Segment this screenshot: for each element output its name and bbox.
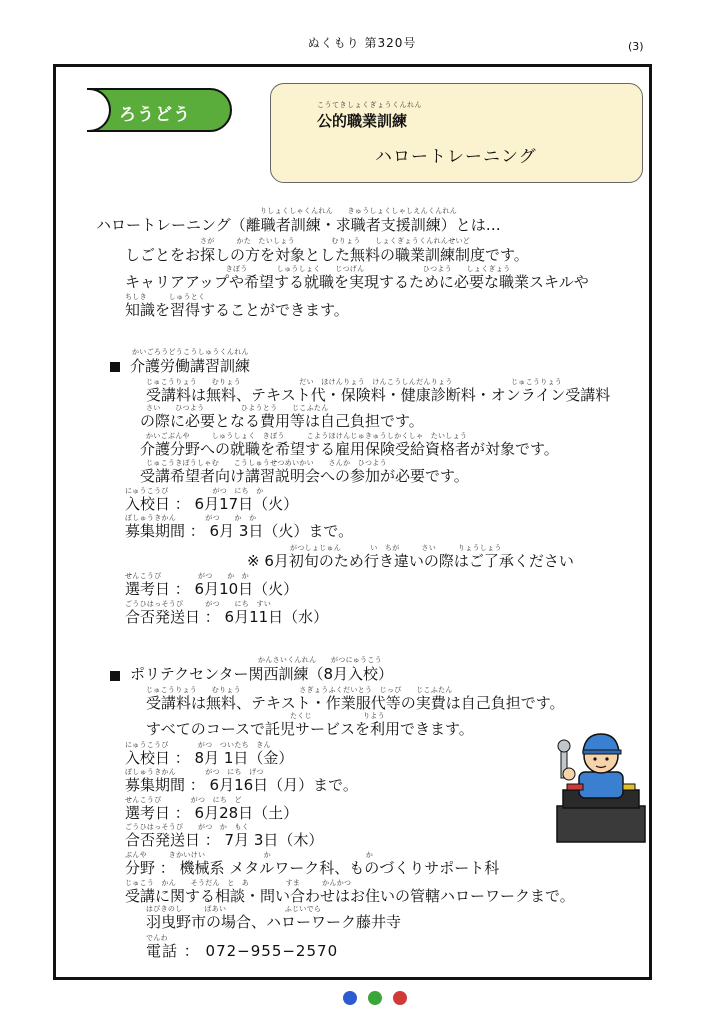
ruby: せんこうび がつ か か (125, 572, 250, 580)
section-heading-care: 介護労働講習訓練 (130, 357, 251, 375)
ruby: ぶんや きかいけい か か (125, 851, 374, 859)
tag-notch (87, 88, 111, 132)
ruby: ぼしゅうきかん がつ か か (125, 514, 257, 522)
care-line: の際に必要となる費用等は自己負担です。 (140, 412, 424, 430)
poly-line: 受講料は無料、テキスト・作業服代等の実費は自己負担です。 (146, 694, 565, 712)
title-ruby: こうてきしょくぎょうくんれん (317, 101, 422, 109)
ruby: かんさいくんれん がつにゅうこう (258, 656, 382, 664)
ruby: がつしょじゅん い ちが さい りょうしょう (290, 544, 502, 552)
page-title: ハロートレーニング (375, 147, 537, 167)
ruby: たくじ りよう (290, 712, 385, 720)
bullet-square (110, 362, 120, 372)
poly-selection-date: 選考日 ： 6月28日（土） (125, 804, 299, 822)
blue-dot-icon (343, 991, 357, 1005)
worker-illustration (543, 726, 653, 846)
care-line: 介護分野への就職を希望する雇用保険受給資格者が対象です。 (140, 440, 559, 458)
section-heading-polytech: ポリテクセンター関西訓練（8月入校） (130, 665, 394, 683)
ruby: りしょくしゃくんれん きゅうしょくしゃしえんくんれん (260, 207, 458, 215)
intro-line: しごとをお探しの方を対象とした無料の職業訓練制度です。 (125, 246, 529, 264)
ruby: ぼしゅうきかん がつ にち げつ (125, 768, 264, 776)
ruby: ごうひはっそうび がつ か もく (125, 823, 250, 831)
section-tag (87, 88, 232, 132)
care-enrollment-date: 入校日 ： 6月17日（火） (125, 495, 299, 513)
title-box (270, 83, 643, 183)
poly-field: 分野 ： 機械系 メタルワーク科、ものづくりサポート科 (125, 859, 500, 877)
ruby: きぼう しゅうしょく じつげん ひつよう しょくぎょう (160, 265, 511, 273)
title-subtitle: 公的職業訓練 (317, 112, 408, 130)
care-line: 受講希望者向け講習説明会への参加が必要です。 (140, 467, 469, 485)
care-note: ※ 6月初旬のため行き違いの際はご了承ください (247, 552, 574, 570)
intro-line: ハロートレーニング（離職者訓練・求職者支援訓練）とは… (96, 216, 501, 234)
newsletter-title: ぬくもり 第320号 (307, 36, 417, 50)
ruby: にゅうこうび がつ にち か (125, 487, 264, 495)
ruby: ごうひはっそうび がつ にち すい (125, 600, 271, 608)
poly-phone: 電話 ： 072−955−2570 (146, 942, 339, 960)
intro-line: 知識を習得することができます。 (125, 301, 349, 319)
care-line: 受講料は無料、テキスト代・保険料・健康診断料・オンライン受講料 (146, 386, 611, 404)
poly-result-date: 合否発送日 ： 7月 3日（木） (125, 831, 324, 849)
poly-recruitment-period: 募集期間 ： 6月16日（月）まで。 (125, 776, 358, 794)
intro-line: キャリアアップや希望する就職を実現するために必要な職業スキルや (125, 273, 589, 291)
page-number: (3) (628, 40, 644, 53)
care-recruitment-period: 募集期間 ： 6月 3日（火）まで。 (125, 522, 354, 540)
poly-enrollment-date: 入校日 ： 8月 1日（金） (125, 749, 294, 767)
ruby: せんこうび がつ にち ど (125, 796, 242, 804)
ruby: かいごろうどうこうしゅうくんれん (132, 348, 249, 356)
ruby: じゅこうりょう むりょう さぎょうふくだいとう じっぴ じこふたん (146, 686, 453, 694)
ruby: かいごぶんや しゅうしょく きぼう こようほけんじゅきゅうしかくしゃ たいしょう (146, 432, 468, 440)
bullet-square (110, 671, 120, 681)
footer-decoration (340, 989, 410, 1007)
ruby: さい ひつよう ひようとう じこふたん (146, 404, 329, 412)
red-dot-icon (393, 991, 407, 1005)
green-dot-icon (368, 991, 382, 1005)
care-selection-date: 選考日 ： 6月10日（火） (125, 580, 299, 598)
ruby: さが かた たいしょう むりょう しょくぎょうくんれんせいど (200, 237, 471, 245)
ruby: じゅこう かん そうだん と あ すま かんかつ (125, 879, 352, 887)
ruby: じゅこうきぼうしゃむ こうしゅうせつめいかい さんか ひつよう (146, 459, 387, 467)
poly-line: すべてのコースで託児サービスを利用できます。 (146, 720, 474, 738)
ruby: にゅうこうび がつ ついたち きん (125, 741, 271, 749)
ruby: はびきのし ばあい ふじいでら (146, 905, 322, 913)
poly-inquiry: 受講に関する相談・問い合わせはお住いの管轄ハローワークまで。 (125, 887, 575, 905)
ruby: ちしき しゅうとく (125, 293, 206, 301)
ruby: じゅこうりょう むりょう だい ほけんりょう けんこうしんだんりょう じゅこうりょう (146, 378, 563, 386)
section-tag-label: ろうどう (119, 105, 191, 125)
poly-office: 羽曳野市の場合、ハローワーク藤井寺 (146, 913, 402, 931)
ruby: でんわ (146, 934, 168, 942)
care-result-date: 合否発送日 ： 6月11日（水） (125, 608, 329, 626)
